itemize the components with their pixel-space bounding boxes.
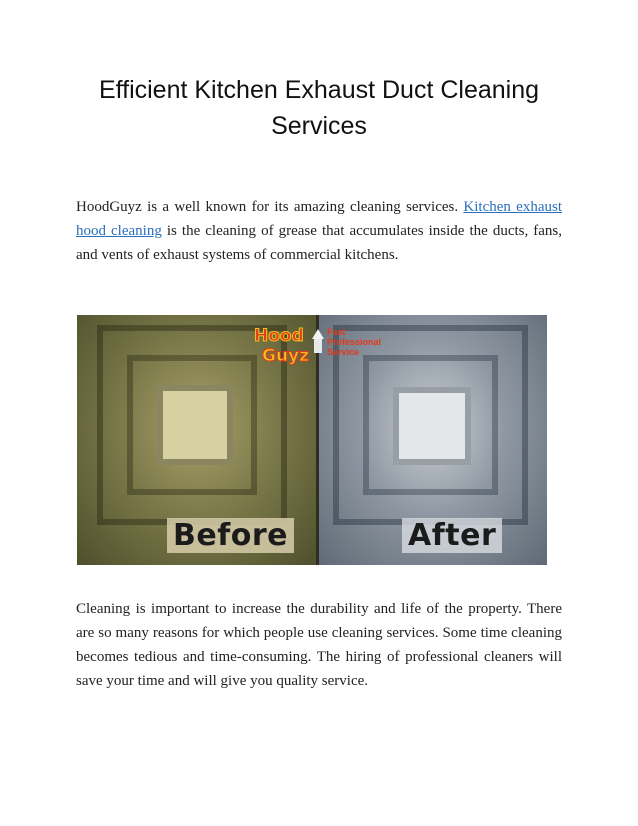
before-label: Before: [167, 518, 294, 553]
svg-text:Guyz: Guyz: [262, 346, 310, 365]
svg-text:Hood: Hood: [254, 326, 304, 346]
intro-text-start: HoodGuyz is a well known for its amazing cleaning services.: [76, 199, 464, 215]
after-label: After: [402, 518, 502, 553]
page-title: Efficient Kitchen Exhaust Duct Cleaning Services: [98, 76, 540, 140]
kitchen-exhaust-hood-cleaning-link[interactable]: Kitchen exhaust hood cleaning: [76, 199, 563, 239]
logo-tagline: Fast Professional Service: [327, 327, 382, 357]
before-after-photo: [77, 315, 547, 565]
hat-icon: [312, 329, 324, 339]
intro-paragraph: [76, 195, 562, 267]
body-paragraph: Cleaning is important to increase the durability and life of the property. There are so many reasons for which people use cleaning services. Some time cleaning becomes tedious and time-consuming. The hiring of professional cleaners will save your time and will give you quality service.: [76, 601, 562, 689]
intro-text-end: is the cleaning of grease that accumulates inside the ducts, fans, and vents of exhaust systems of commercial kitchens.: [76, 223, 562, 263]
